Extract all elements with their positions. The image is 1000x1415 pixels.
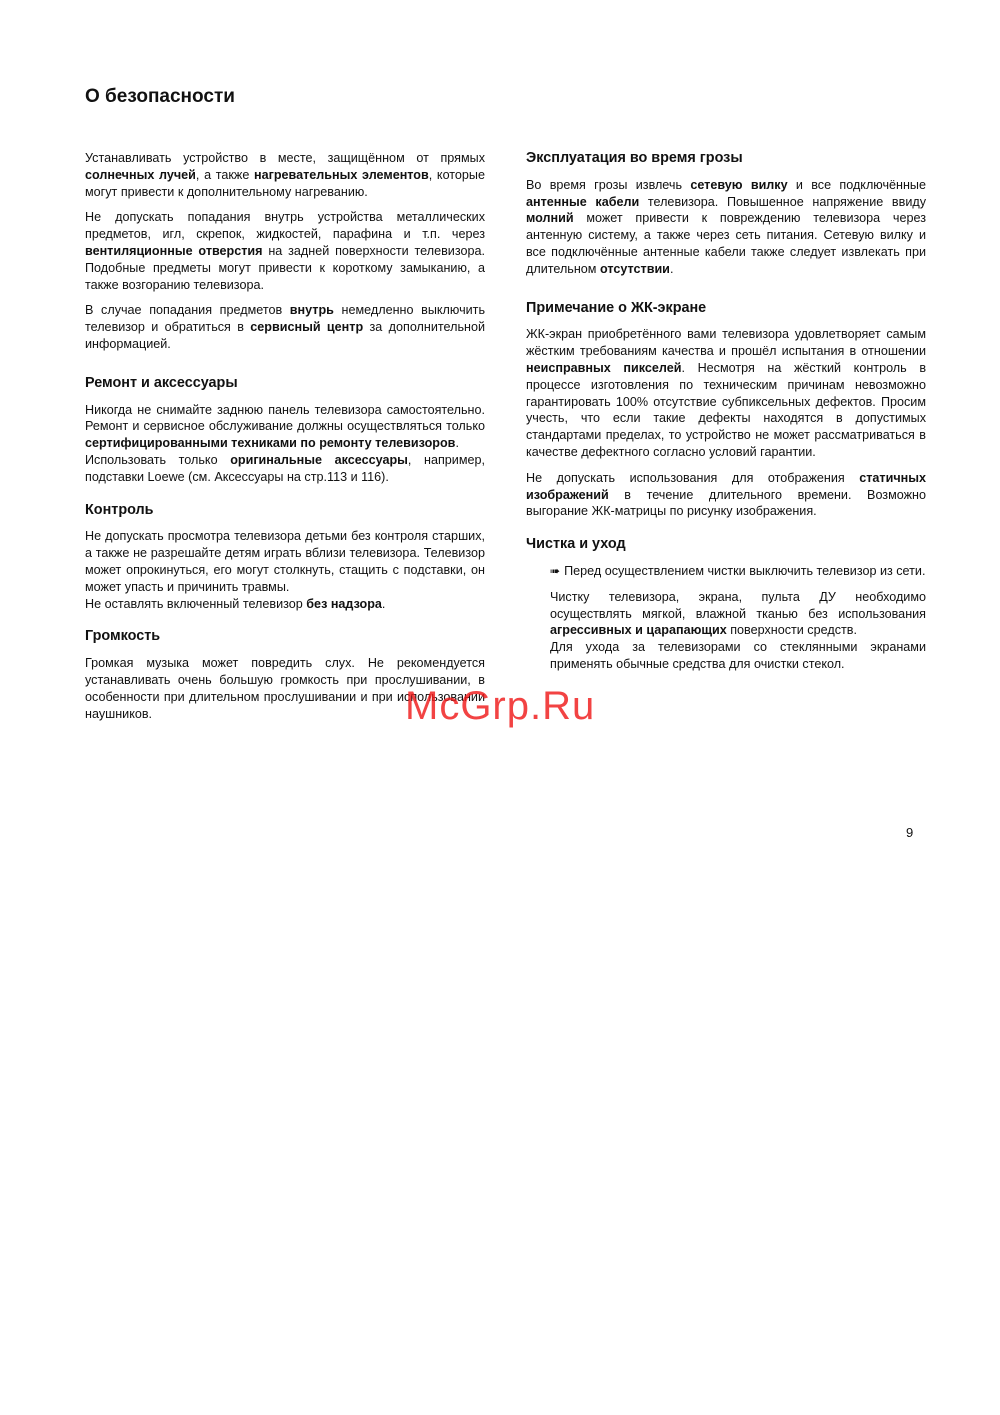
cleaning-paragraph-1: ➠ Перед осуществлением чистки выключить телевизор из сети. — [550, 563, 926, 578]
arrow-right-icon: ➠ — [550, 563, 561, 578]
left-column — [85, 150, 485, 722]
repair-paragraph-1: Никогда не снимайте заднюю панель телевизора самостоятельно. Ремонт и сервисное обслуживание должны осуществляться только сертифицированными техниками по ремонту телевизоров. — [85, 402, 485, 451]
page-title: О безопасности — [85, 86, 235, 107]
right-column — [526, 150, 926, 673]
storm-paragraph: Во время грозы извлечь сетевую вилку и все подключённые антенные кабели телевизора. Повышенное напряжение ввиду молний может привести к повреждению телевизора через антенную систему, а также через сеть питания. Сетевую вилку и все подключённые антенные кабели также следует извлекать при длительном отсутствии. — [526, 177, 926, 276]
cleaning-paragraph-3: Для ухода за телевизорами со стеклянными экранами применять обычные средства для очистки стекол. — [550, 640, 926, 671]
intro-paragraph-sun: Устанавливать устройство в месте, защищённом от прямых солнечных лучей, а также нагревательных элементов, которые могут привести к дополнительному нагреванию. — [85, 151, 485, 199]
intro-paragraph-objects: Не допускать попадания внутрь устройства металлических предметов, игл, скрепок, жидкостей, парафина и т.п. через вентиляционные отверстия на задней поверхности телевизора. Подобные предметы могут привести к короткому замыканию, а также возгоранию телевизора. — [85, 210, 485, 292]
lcd-paragraph-1: ЖК-экран приобретённого вами телевизора удовлетворяет самым жёстким требованиям качества и прошёл испытания в отношении неисправных пикселей. Несмотря на жёсткий контроль в процессе изготовления по техническим причинам невозможно гарантировать 100% отсутствие субпиксельных дефектов. Просим учесть, что если такие дефекты находятся в допустимых стандартами пределах, то устройство не может рассматриваться в качестве дефектного согласно условий гарантии. — [526, 327, 927, 459]
control-paragraph-2: Не оставлять включенный телевизор без надзора. — [85, 596, 386, 611]
repair-paragraph-2: Использовать только оригинальные аксессуары, например, подставки Loewe (см. Аксессуары на стр.113 и 116). — [85, 452, 486, 484]
intro-paragraph-service: В случае попадания предметов внутрь немедленно выключить телевизор и обратиться в сервисный центр за дополнительной информацией. — [85, 303, 486, 351]
repair-section-title: Ремонт и аксессуары — [85, 374, 238, 391]
control-paragraph-1: Не допускать просмотра телевизора детьми без контроля старших, а также не разрешайте детям играть вблизи телевизора. Телевизор может опрокинуться, его могут столкнуть, стащить с подставки, он может упасть и причинить травмы. — [85, 529, 485, 594]
lcd-section-title: Примечание о ЖК-экране — [526, 299, 707, 316]
page-number: 9 — [906, 825, 914, 840]
lcd-paragraph-2: Не допускать использования для отображения статичных изображений в течение длительного времени. Возможно выгорание ЖК-матрицы по рисунку изображения. — [526, 470, 926, 519]
cleaning-paragraph-2: Чистку телевизора, экрана, пульта ДУ необходимо осуществлять мягкой, влажной тканью без использования агрессивных и царапающих поверхности средств. — [550, 589, 926, 638]
volume-paragraph: Громкая музыка может повредить слух. Не рекомендуется устанавливать очень большую громкость при прослушивании, в особенности при длительном прослушивании и при использовании наушников. — [85, 656, 485, 721]
volume-section-title: Громкость — [85, 628, 161, 645]
watermark: McGrp.Ru — [405, 684, 596, 728]
control-section-title: Контроль — [85, 501, 154, 518]
cleaning-section-title: Чистка и уход — [526, 536, 626, 553]
storm-section-title: Эксплуатация во время грозы — [526, 150, 743, 166]
